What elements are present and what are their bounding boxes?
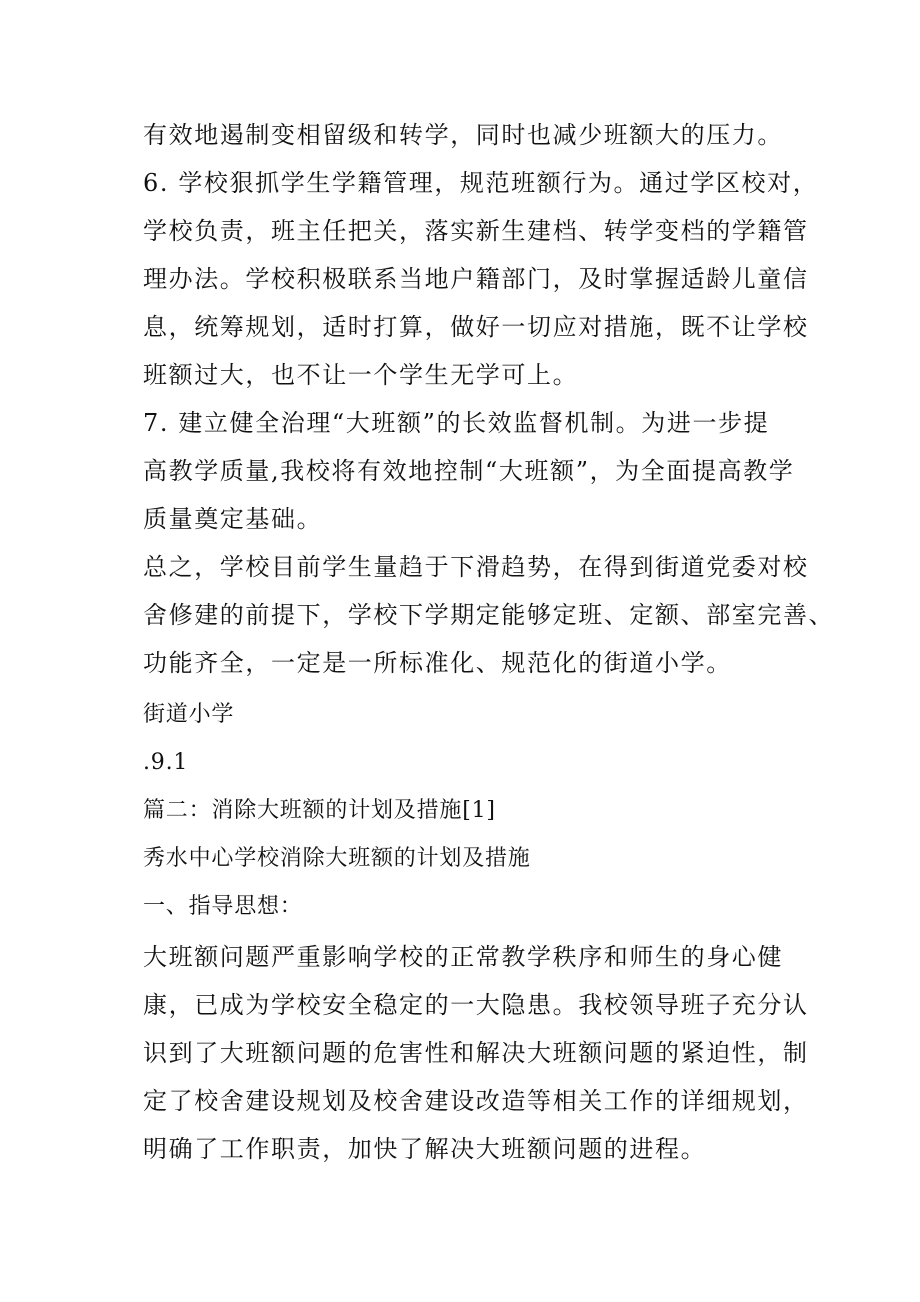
signature-line: 街道小学	[143, 702, 235, 727]
text-line: 大班额问题严重影响学校的正常教学秩序和师生的身心健	[143, 943, 783, 971]
section-heading: 篇二：消除大班额的计划及措施[1]	[143, 798, 496, 823]
subheading: 一、指导思想：	[143, 894, 303, 919]
text-line: 6. 学校狠抓学生学籍管理，规范班额行为。通过学区校对，	[143, 169, 819, 197]
text-line: 学校负责，班主任把关，落实新生建档、转学变档的学籍管	[143, 217, 809, 245]
text-line: 舍修建的前提下，学校下学期定能够定班、定额、部室完善、	[143, 601, 835, 629]
document-title: 秀水中心学校消除大班额的计划及措施	[143, 846, 531, 871]
date-line: .9.1	[143, 750, 189, 775]
text-line: 息，统筹规划，适时打算，做好一切应对措施，既不让学校	[143, 313, 809, 341]
text-line: 识到了大班额问题的危害性和解决大班额问题的紧迫性，制	[143, 1039, 809, 1067]
text-line: 有效地遏制变相留级和转学，同时也减少班额大的压力。	[143, 121, 783, 149]
text-line: 7. 建立健全治理“大班额”的长效监督机制。为进一步提	[143, 409, 770, 437]
text-line: 班额过大，也不让一个学生无学可上。	[143, 361, 579, 389]
text-line: 功能齐全，一定是一所标准化、规范化的街道小学。	[143, 649, 732, 677]
text-line: 总之，学校目前学生量趋于下滑趋势，在得到街道党委对校	[143, 553, 809, 581]
text-line: 定了校舍建设规划及校舍建设改造等相关工作的详细规划，	[143, 1087, 809, 1115]
text-line: 明确了工作职责，加快了解决大班额问题的进程。	[143, 1135, 707, 1163]
text-line: 质量奠定基础。	[143, 505, 323, 533]
text-line: 高教学质量,我校将有效地控制“大班额”，为全面提高教学	[143, 457, 795, 485]
text-line: 康，已成为学校安全稳定的一大隐患。我校领导班子充分认	[143, 991, 809, 1019]
text-line: 理办法。学校积极联系当地户籍部门，及时掌握适龄儿童信	[143, 265, 809, 293]
